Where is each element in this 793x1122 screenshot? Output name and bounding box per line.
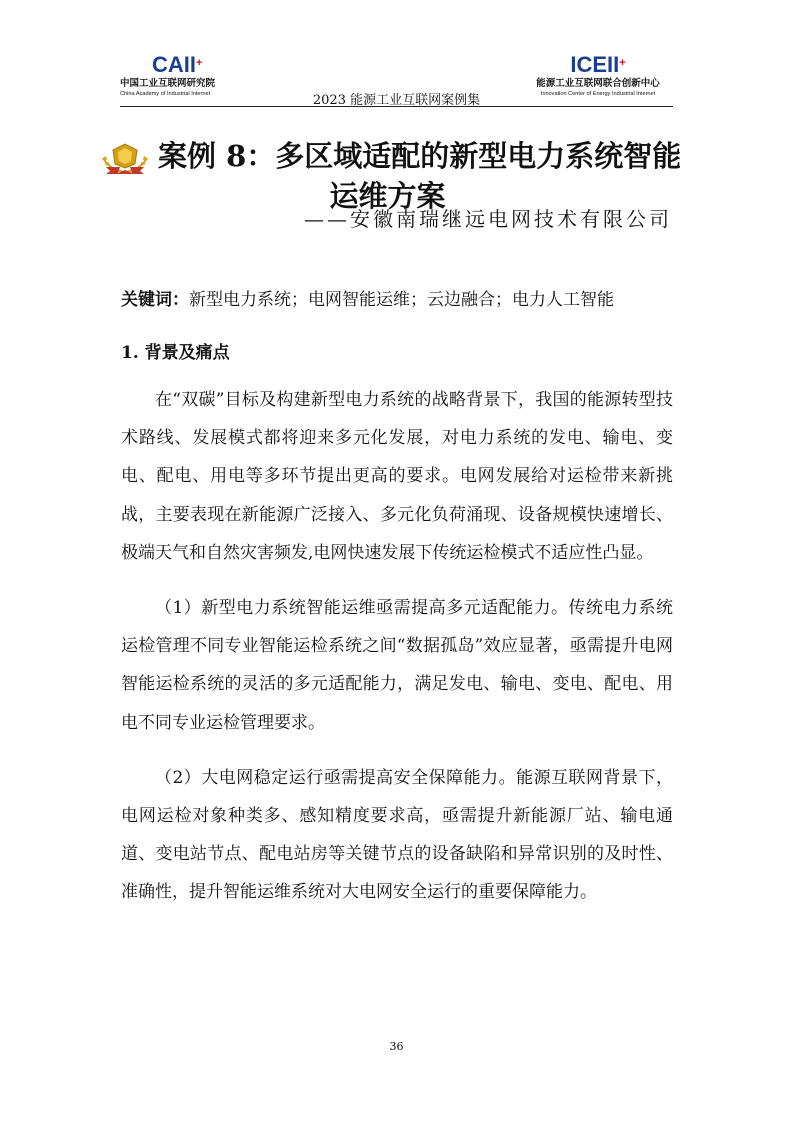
iceii-logo (523, 52, 673, 98)
paragraph: （2）大电网稳定运行亟需提高安全保障能力。能源互联网背景下，电网运检对象种类多、感知精度要求高，亟需提升新能源厂站、输电通道、变电站节点、配电站房等关键节点的设备缺陷和异常识别的及时性、准确性，提升智能运维系统对大电网安全运行的重要保障能力。 (121, 767, 673, 903)
case-title-line2: 运维方案 (329, 179, 446, 213)
page-header (120, 52, 673, 106)
caii-logo-cn: 中国工业互联网研究院 (120, 78, 216, 89)
section-heading: 1. 背景及痛点 (121, 343, 230, 363)
paragraph: 在“双碳”目标及构建新型电力系统的战略背景下，我国的能源转型技术路线、发展模式都将迎来多元化发展，对电力系统的发电、输电、变电、配电、用电等多环节提出更高的要求。电网发展给对运检带来新挑战，主要表现在新能源广泛接入、多元化负荷涌现、设备规模快速增长、极端天气和自然灾害频发,电网快速发展下传统运检模式不适应性凸显。 (121, 390, 673, 563)
medal-icon (100, 140, 150, 174)
iceii-logo-mark: ICEII (570, 52, 620, 77)
keywords (121, 286, 673, 314)
iceii-logo-cn: 能源工业互联网联合创新中心 (536, 78, 660, 89)
running-title: 2023 能源工业互联网案例集 (312, 93, 481, 108)
iceii-logo-plus: + (619, 57, 626, 69)
case-title: 案例 8：多区域适配的新型电力系统智能 (158, 139, 682, 173)
caii-logo-plus: + (196, 57, 203, 69)
paragraph: （1）新型电力系统智能运维亟需提高多元适配能力。传统电力系统运检管理不同专业智能运检系统之间“数据孤岛”效应显著，亟需提升电网智能运检系统的灵活的多元适配能力，满足发电、输电、变电、配电、用电不同专业运检管理要求。 (121, 598, 673, 733)
organization-name: ——安徽南瑞继远电网技术有限公司 (304, 207, 672, 231)
header-rule (120, 106, 673, 107)
page-number: 36 (389, 1040, 404, 1053)
keywords-label: 关键词： (121, 290, 189, 310)
caii-logo-en: China Academy of Industrial Internet (120, 91, 211, 97)
iceii-logo-en: Innovation Center of Energy Industrial Internet (540, 91, 656, 97)
keywords-text: 新型电力系统；电网智能运维；云边融合；电力人工智能 (189, 290, 614, 310)
caii-logo-mark: CAII (152, 52, 196, 77)
page-body (121, 286, 673, 929)
